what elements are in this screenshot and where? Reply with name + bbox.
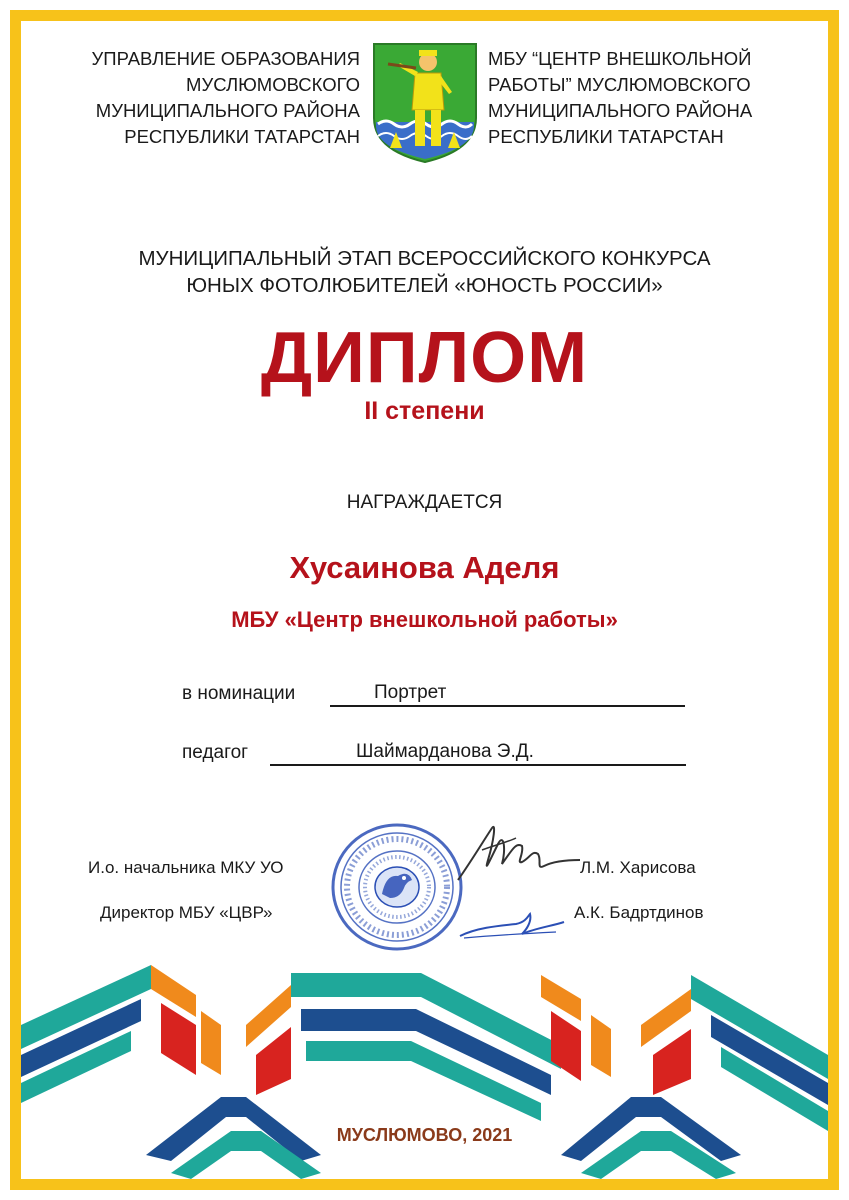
official-stamp-icon — [330, 822, 465, 952]
footer-place-year: МУСЛЮМОВО, 2021 — [336, 1125, 513, 1145]
signatory-2-title: Директор МБУ «ЦВР» — [100, 903, 273, 922]
coat-of-arms-icon — [370, 40, 480, 166]
ornament-chevron-left — [21, 965, 221, 1103]
diploma-degree: II степени — [364, 397, 485, 425]
awarded-label: НАГРАЖДАЕТСЯ — [346, 492, 503, 513]
nomination-value: Портрет — [374, 682, 447, 703]
contest-title: МУНИЦИПАЛЬНЫЙ ЭТАП ВСЕРОССИЙСКОГО КОНКУРСА ЮНЫХ ФОТОЛЮБИТЕЛЕЙ «ЮНОСТЬ РОССИИ» — [138, 247, 711, 297]
issuer-left: УПРАВЛЕНИЕ ОБРАЗОВАНИЯ МУСЛЮМОВСКОГО МУНИЦИПАЛЬНОГО РАЙОНА РЕСПУБЛИКИ ТАТАРСТАН — [91, 48, 360, 147]
nomination-label: в номинации — [182, 683, 296, 704]
issuer-right: МБУ “ЦЕНТР ВНЕШКОЛЬНОЙ РАБОТЫ” МУСЛЮМОВСКОГО МУНИЦИПАЛЬНОГО РАЙОНА РЕСПУБЛИКИ ТАТАРСТАН — [488, 48, 753, 147]
signature-1-icon — [452, 820, 582, 890]
recipient-organization: МБУ «Центр внешкольной работы» — [231, 607, 618, 632]
signatory-1-title: И.о. начальника МКУ УО — [88, 858, 284, 877]
teacher-label: педагог — [182, 742, 249, 763]
nomination-line — [330, 681, 685, 707]
diploma-title: ДИПЛОМ — [260, 318, 589, 398]
signature-2-icon — [456, 908, 566, 943]
recipient-name: Хусаинова Аделя — [289, 550, 560, 585]
signatory-1-name: Л.М. Харисова — [580, 858, 696, 877]
signatory-2-name: А.К. Бадртдинов — [574, 903, 704, 922]
teacher-value: Шаймарданова Э.Д. — [356, 741, 534, 762]
ornament-chevron-center — [246, 973, 611, 1121]
teacher-line — [270, 740, 686, 766]
